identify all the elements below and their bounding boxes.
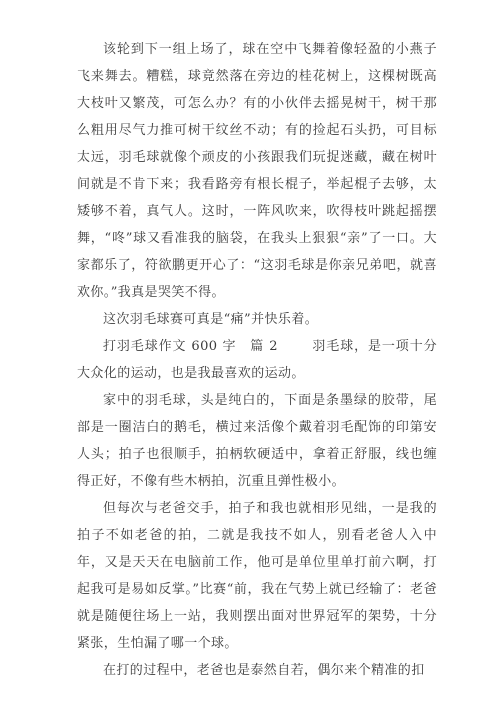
paragraph-badminton-tree: 该轮到下一组上场了，球在空中飞舞着像轻盈的小燕子飞来舞去。糟糕，球竟然落在旁边的桂花树上，这棵树既高大枝叶又繁茂，可怎么办？有的小伙伴去摇晃树干，树干那么粗用尽气力推可树干纹丝不动；有的捡起石头扔，可目标太远，羽毛球就像个顽皮的小孩跟我们玩捉迷藏，藏在树叶间就是不肯下来；我看路旁有根长棍子，举起棍子去够，太矮够不着，真气人。这时，一阵风吹来，吹得枝叶跳起摇摆舞，“咚”球又看准我的脑袋，在我头上狠狠“亲”了一口。大家都乐了，符欲鹏更开心了：“这羽毛球是你亲兄弟吧，就喜欢你。”我真是哭笑不得。 bbox=[77, 42, 437, 300]
paragraph-pain-and-joy: 这次羽毛球赛可真是“痛”并快乐着。 bbox=[103, 312, 319, 327]
essay-section-heading-paragraph bbox=[77, 333, 437, 387]
section-title: 打羽毛球作文 600 字 篇 2 bbox=[103, 339, 278, 354]
paragraph-during-game: 在打的过程中，老爸也是泰然自若，偶尔来个精准的扣 bbox=[103, 663, 425, 678]
paragraph-playing-dad: 但每次与老爸交手，拍子和我也就相形见绌，一是我的拍子不如老爸的拍，二就是我技不如人，别看老爸人入中年，又是天天在电脑前工作，他可是单位里单打前六啊，打起我可是易如反掌。”比赛“前，我在气势上就已经输了：老爸就是随便往场上一站，我则摆出面对世界冠军的架势，十分紧张，生怕漏了哪一个球。 bbox=[77, 501, 437, 651]
paragraph-shuttlecock-description: 家中的羽毛球，头是纯白的，下面是条墨绿的胶带，尾部是一圈洁白的鹅毛，横过来活像个戴着羽毛配饰的印第安人头；拍子也很顺手，拍柄软硬适中，拿着正舒服，线也缠得正好，不像有些木柄拍，沉重且弹性极小。 bbox=[77, 393, 437, 489]
document-body bbox=[77, 36, 437, 684]
section-intro-text: 羽毛球，是一项十分大众化的运动，也是我最喜欢的运动。 bbox=[77, 339, 437, 381]
